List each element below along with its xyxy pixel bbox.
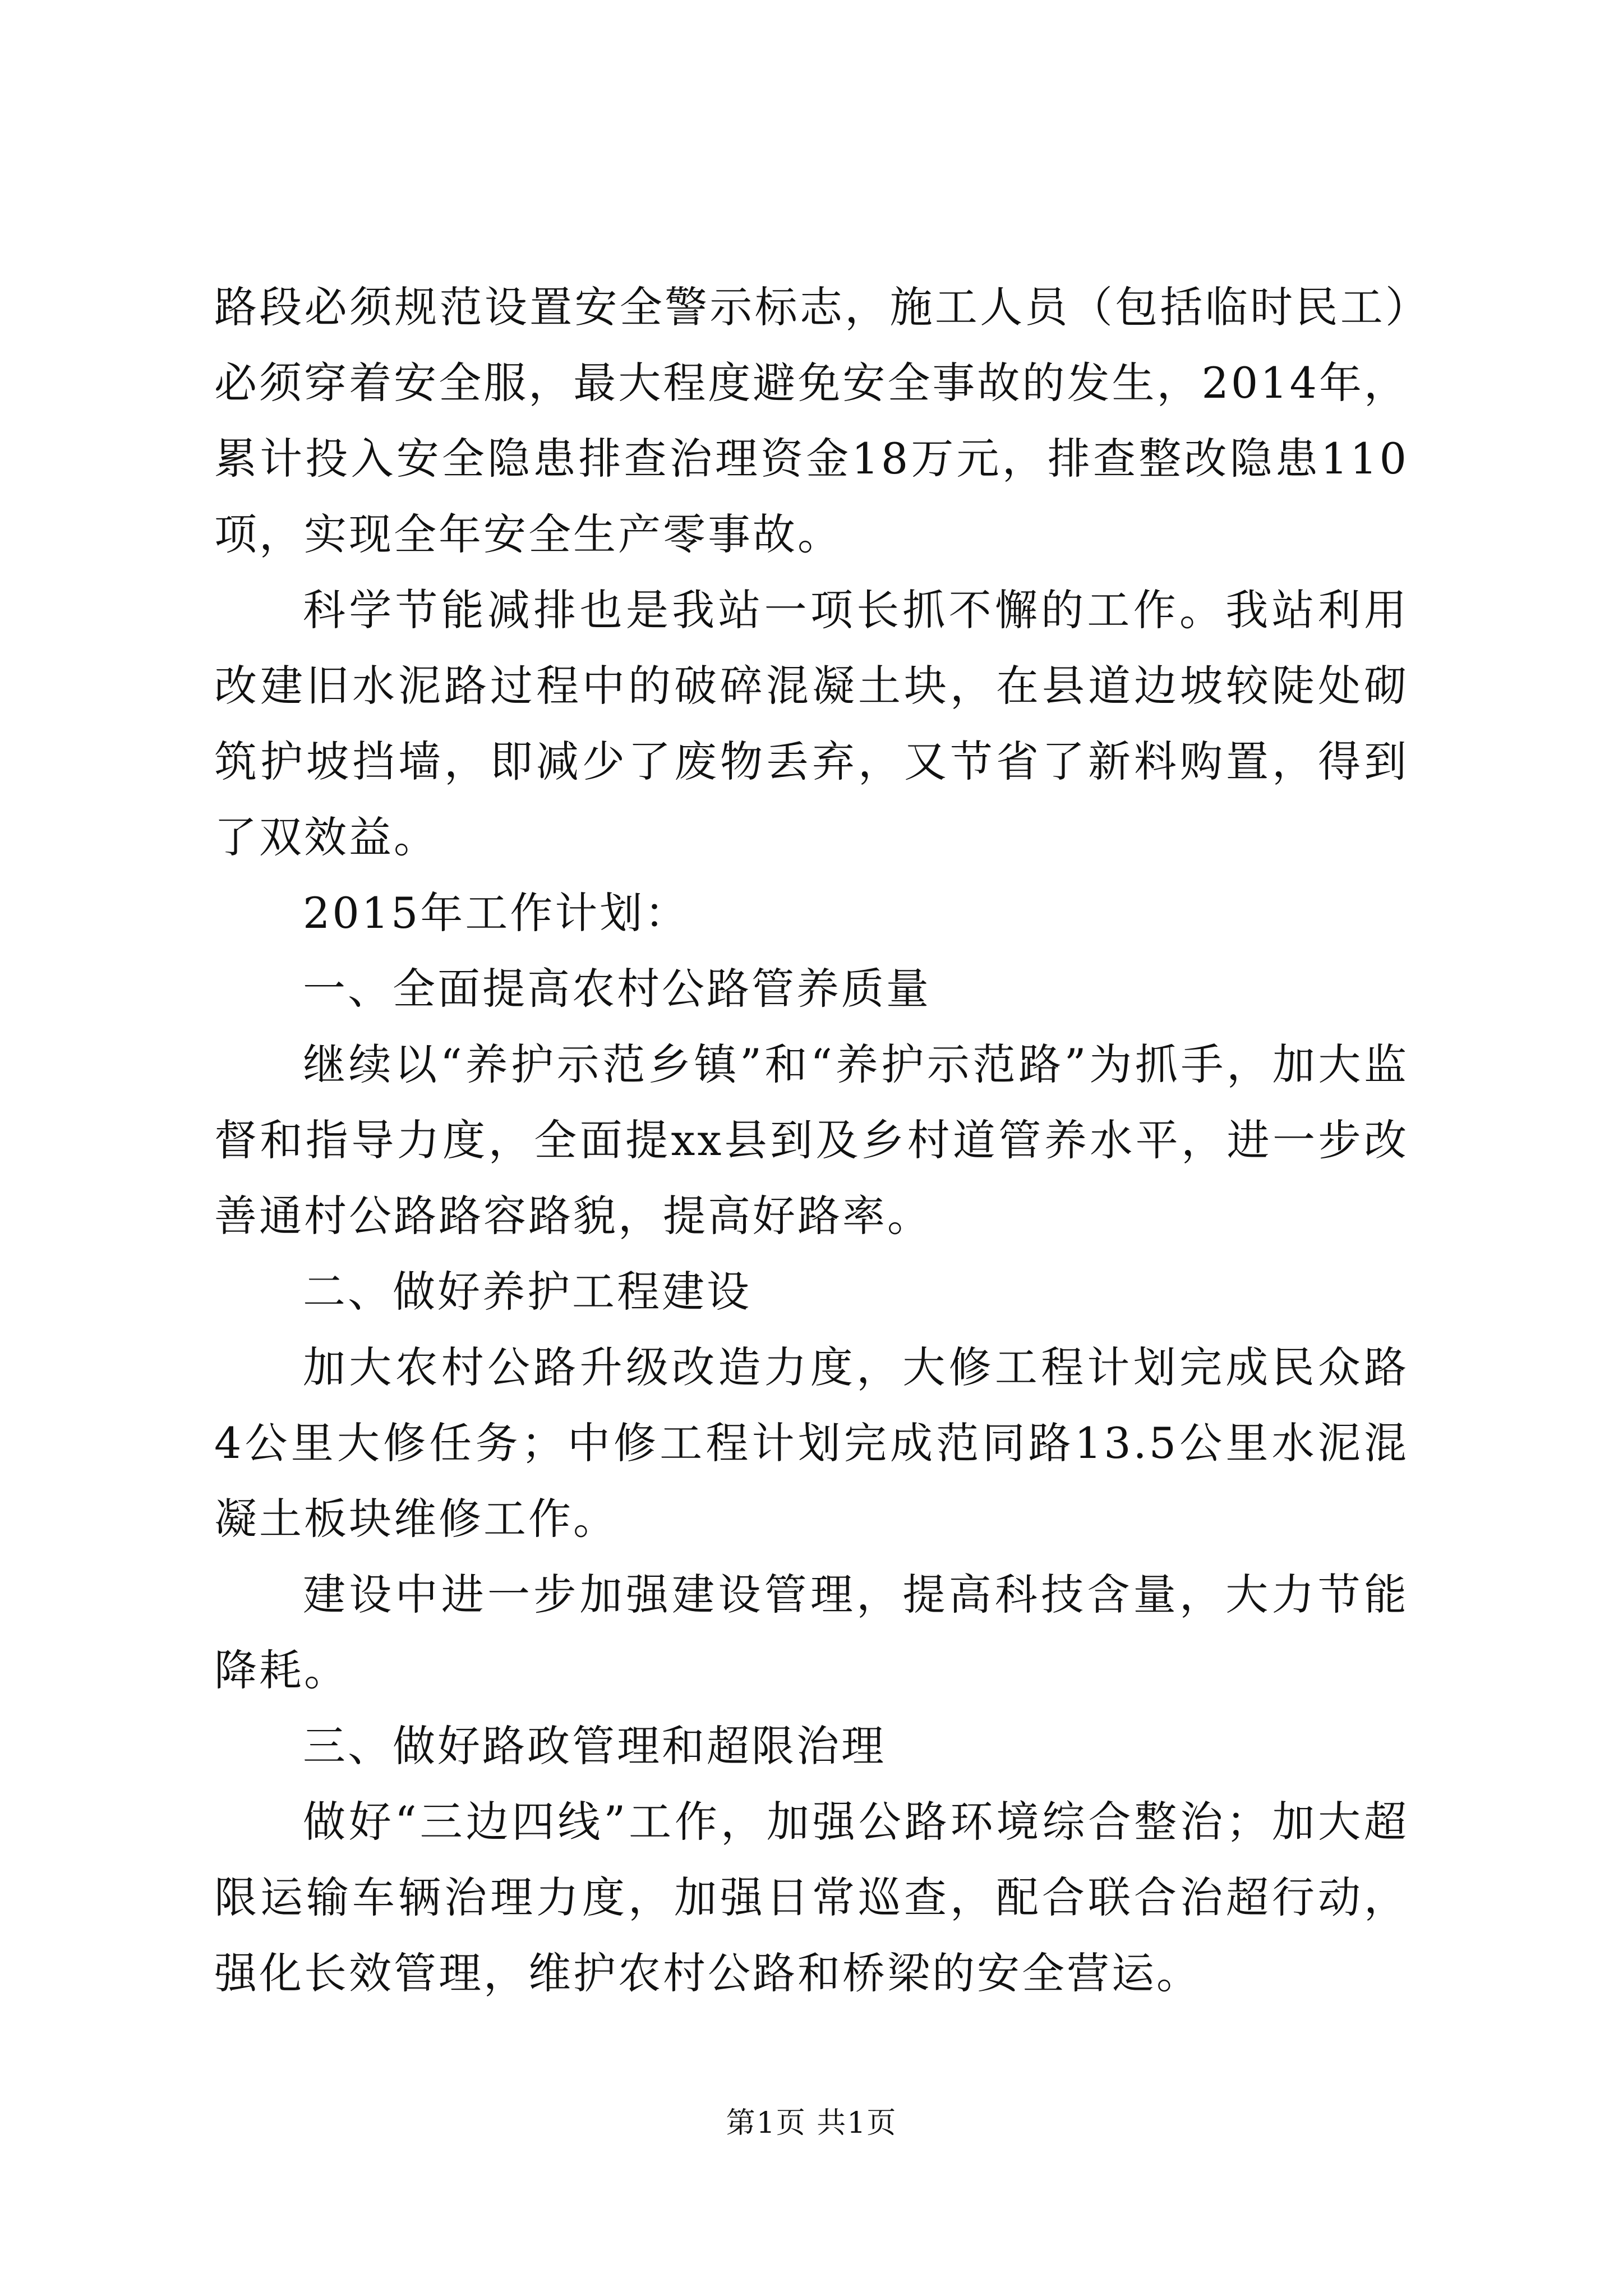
paragraph-overload-control: 做好“三边四线”工作，加强公路环境综合整治；加大超限运输车辆治理力度，加强日常巡查，配合联合治超行动，强化长效管理，维护农村公路和桥梁的安全营运。 — [214, 1797, 1409, 1998]
document-body — [214, 269, 1409, 2011]
paragraph-demonstration-roads: 继续以“养护示范乡镇”和“养护示范路”为抓手，加大监督和指导力度，全面提xx县到及乡村道管养水平，进一步改善通村公路路容路貌，提高好路率。 — [214, 1039, 1409, 1241]
heading-rural-road-maintenance: 一、全面提高农村公路管养质量 — [303, 964, 931, 1014]
paragraph-safety-continued: 路段必须规范设置安全警示标志，施工人员（包括临时民工）必须穿着安全服，最大程度避免安全事故的发生，2014年，累计投入安全隐患排查治理资金18万元，排查整改隐患110项，实现全年安全生产零事故。 — [214, 282, 1409, 559]
heading-maintenance-projects: 二、做好养护工程建设 — [303, 1267, 751, 1317]
section-heading-2015-plan: 2015年工作计划： — [303, 888, 690, 938]
heading-road-administration: 三、做好路政管理和超限治理 — [303, 1721, 886, 1771]
paragraph-energy-saving: 科学节能减排也是我站一项长抓不懈的工作。我站利用改建旧水泥路过程中的破碎混凝土块，在县道边坡较陡处砌筑护坡挡墙，即减少了废物丢弃，又节省了新料购置，得到了双效益。 — [214, 585, 1409, 862]
paragraph-upgrade-projects: 加大农村公路升级改造力度，大修工程计划完成民众路4公里大修任务；中修工程计划完成范同路13.5公里水泥混凝土板块维修工作。 — [214, 1342, 1409, 1544]
paragraph-construction-management: 建设中进一步加强建设管理，提高科技含量，大力节能降耗。 — [214, 1570, 1409, 1695]
page-number-footer: 第1页 共1页 — [726, 2106, 897, 2140]
